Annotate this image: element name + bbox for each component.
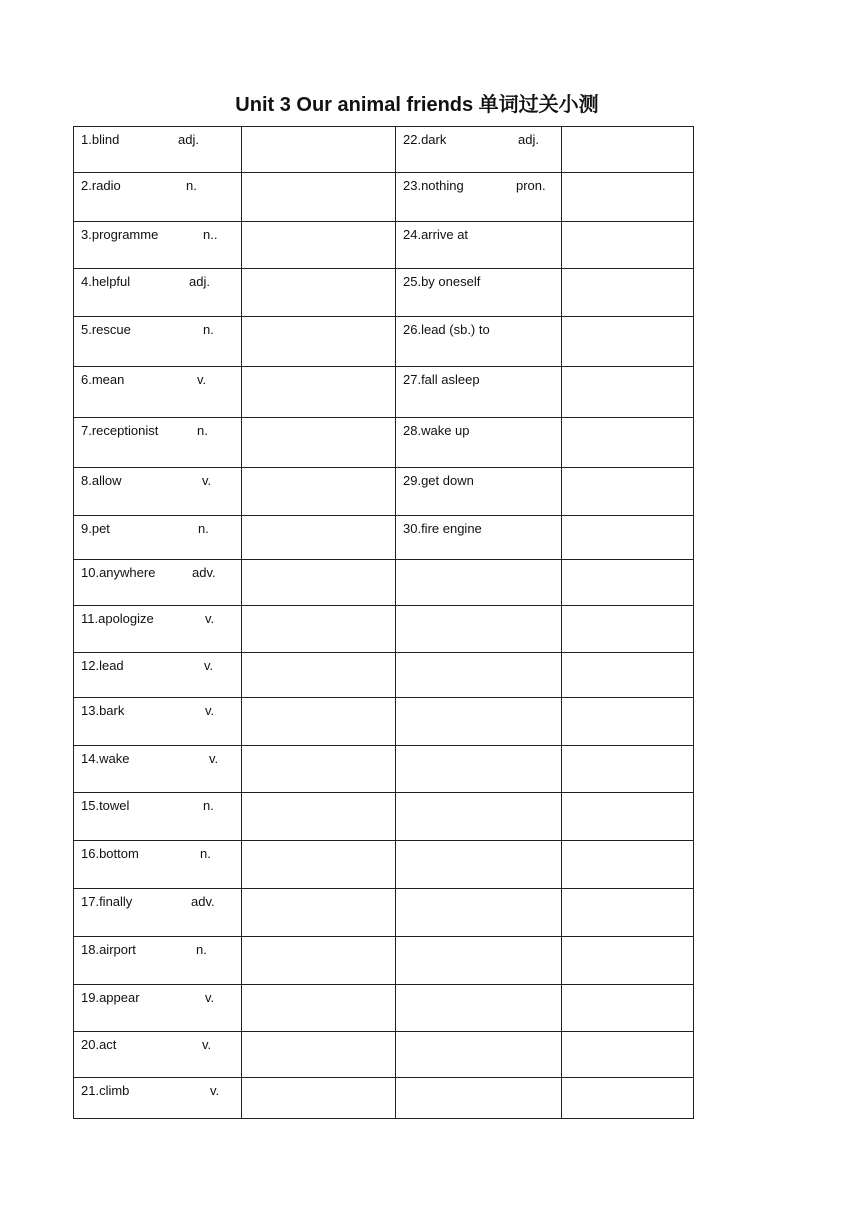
left-answer-cell[interactable] (242, 698, 396, 746)
vocab-word: 16.bottom (81, 846, 139, 861)
right-word-cell (396, 222, 562, 269)
right-answer-cell[interactable] (562, 560, 694, 606)
right-answer-cell[interactable] (562, 937, 694, 985)
left-answer-cell[interactable] (242, 468, 396, 516)
table-row (74, 468, 694, 516)
right-answer-cell[interactable] (562, 516, 694, 560)
table-row (74, 222, 694, 269)
vocab-word: 4.helpful (81, 274, 131, 289)
left-answer-cell[interactable] (242, 269, 396, 317)
left-word-cell (74, 173, 242, 222)
right-answer-cell[interactable] (562, 222, 694, 269)
right-answer-cell[interactable] (562, 468, 694, 516)
left-answer-cell[interactable] (242, 606, 396, 653)
left-answer-cell[interactable] (242, 1032, 396, 1078)
table-row (74, 793, 694, 841)
vocab-word: 21.climb (81, 1083, 130, 1098)
left-word-cell (74, 985, 242, 1032)
right-word-cell (396, 746, 562, 793)
vocab-word: 22.dark (403, 132, 447, 147)
part-of-speech: v. (205, 611, 215, 626)
table-row (74, 1032, 694, 1078)
right-answer-cell[interactable] (562, 889, 694, 937)
left-answer-cell[interactable] (242, 367, 396, 418)
left-word-cell (74, 317, 242, 367)
vocab-word: 2.radio (81, 178, 121, 193)
right-word-cell (396, 985, 562, 1032)
vocab-word: 9.pet (81, 521, 110, 536)
part-of-speech: n. (197, 423, 208, 438)
table-row (74, 367, 694, 418)
part-of-speech: adv. (192, 565, 216, 580)
vocab-word: 24.arrive at (403, 227, 469, 242)
vocab-word: 26.lead (sb.) to (403, 322, 490, 337)
part-of-speech: adj. (178, 132, 199, 147)
vocab-word: 30.fire engine (403, 521, 482, 536)
right-answer-cell[interactable] (562, 698, 694, 746)
vocab-word: 28.wake up (403, 423, 470, 438)
left-word-cell (74, 418, 242, 468)
left-answer-cell[interactable] (242, 222, 396, 269)
part-of-speech: v. (209, 751, 219, 766)
part-of-speech: pron. (516, 178, 546, 193)
right-answer-cell[interactable] (562, 317, 694, 367)
right-word-cell (396, 468, 562, 516)
right-word-cell (396, 418, 562, 468)
vocab-word: 12.lead (81, 658, 124, 673)
right-word-cell (396, 127, 562, 173)
left-word-cell (74, 653, 242, 698)
left-answer-cell[interactable] (242, 127, 396, 173)
vocab-word: 17.finally (81, 894, 133, 909)
left-word-cell (74, 468, 242, 516)
left-answer-cell[interactable] (242, 937, 396, 985)
left-answer-cell[interactable] (242, 889, 396, 937)
part-of-speech: v. (197, 372, 207, 387)
table-row (74, 653, 694, 698)
vocab-word: 25.by oneself (403, 274, 481, 289)
left-answer-cell[interactable] (242, 653, 396, 698)
vocab-word: 27.fall asleep (403, 372, 480, 387)
part-of-speech: n. (186, 178, 197, 193)
table-row (74, 889, 694, 937)
left-word-cell (74, 746, 242, 793)
right-word-cell (396, 173, 562, 222)
table-row (74, 698, 694, 746)
right-answer-cell[interactable] (562, 418, 694, 468)
right-answer-cell[interactable] (562, 173, 694, 222)
right-answer-cell[interactable] (562, 793, 694, 841)
right-answer-cell[interactable] (562, 127, 694, 173)
part-of-speech: n. (198, 521, 209, 536)
vocab-word: 3.programme (81, 227, 159, 242)
part-of-speech: adv. (191, 894, 215, 909)
table-row (74, 418, 694, 468)
table-row (74, 985, 694, 1032)
table-row (74, 317, 694, 367)
left-word-cell (74, 889, 242, 937)
right-answer-cell[interactable] (562, 1032, 694, 1078)
right-word-cell (396, 367, 562, 418)
table-row (74, 560, 694, 606)
vocab-word: 8.allow (81, 473, 122, 488)
left-answer-cell[interactable] (242, 418, 396, 468)
vocab-word: 23.nothing (403, 178, 464, 193)
page-title: Unit 3 Our animal friends 单词过关小测 (235, 94, 599, 116)
vocab-word: 29.get down (403, 473, 474, 488)
vocab-word: 15.towel (81, 798, 130, 813)
part-of-speech: n. (203, 322, 214, 337)
right-answer-cell[interactable] (562, 841, 694, 889)
right-answer-cell[interactable] (562, 653, 694, 698)
table-row (74, 841, 694, 889)
vocab-word: 19.appear (81, 990, 140, 1005)
left-answer-cell[interactable] (242, 317, 396, 367)
left-word-cell (74, 698, 242, 746)
left-word-cell (74, 841, 242, 889)
part-of-speech: n. (196, 942, 207, 957)
vocab-word: 7.receptionist (81, 423, 159, 438)
left-word-cell (74, 1078, 242, 1119)
right-answer-cell[interactable] (562, 746, 694, 793)
part-of-speech: adj. (189, 274, 210, 289)
right-word-cell (396, 1078, 562, 1119)
left-word-cell (74, 560, 242, 606)
vocab-word: 6.mean (81, 372, 125, 387)
right-answer-cell[interactable] (562, 1078, 694, 1119)
right-word-cell (396, 1032, 562, 1078)
part-of-speech: n.. (203, 227, 218, 242)
right-answer-cell[interactable] (562, 606, 694, 653)
right-word-cell (396, 606, 562, 653)
part-of-speech: v. (202, 473, 212, 488)
left-answer-cell[interactable] (242, 560, 396, 606)
vocab-word: 11.apologize (81, 611, 154, 626)
left-word-cell (74, 269, 242, 317)
part-of-speech: v. (202, 1037, 212, 1052)
right-word-cell (396, 793, 562, 841)
part-of-speech: v. (210, 1083, 220, 1098)
right-word-cell (396, 560, 562, 606)
vocab-word: 14.wake (81, 751, 130, 766)
part-of-speech: n. (200, 846, 211, 861)
part-of-speech: v. (205, 703, 215, 718)
vocab-word: 13.bark (81, 703, 125, 718)
table-row (74, 173, 694, 222)
table-row (74, 606, 694, 653)
left-word-cell (74, 606, 242, 653)
table-row (74, 1078, 694, 1119)
left-word-cell (74, 127, 242, 173)
right-answer-cell[interactable] (562, 269, 694, 317)
left-word-cell (74, 793, 242, 841)
left-word-cell (74, 516, 242, 560)
left-word-cell (74, 937, 242, 985)
part-of-speech: adj. (518, 132, 539, 147)
right-word-cell (396, 317, 562, 367)
left-answer-cell[interactable] (242, 173, 396, 222)
left-answer-cell[interactable] (242, 746, 396, 793)
vocab-word: 20.act (81, 1037, 117, 1052)
left-answer-cell[interactable] (242, 793, 396, 841)
table-row (74, 269, 694, 317)
left-answer-cell[interactable] (242, 516, 396, 560)
table-row (74, 746, 694, 793)
left-word-cell (74, 1032, 242, 1078)
vocabulary-table (73, 126, 694, 1119)
vocab-word: 5.rescue (81, 322, 131, 337)
vocab-word: 1.blind (81, 132, 120, 147)
vocab-word: 10.anywhere (81, 565, 156, 580)
left-answer-cell[interactable] (242, 985, 396, 1032)
right-word-cell (396, 937, 562, 985)
table-row (74, 127, 694, 173)
right-answer-cell[interactable] (562, 367, 694, 418)
right-word-cell (396, 841, 562, 889)
left-word-cell (74, 222, 242, 269)
right-word-cell (396, 653, 562, 698)
left-answer-cell[interactable] (242, 1078, 396, 1119)
table-row (74, 516, 694, 560)
right-word-cell (396, 698, 562, 746)
part-of-speech: n. (203, 798, 214, 813)
right-word-cell (396, 269, 562, 317)
left-word-cell (74, 367, 242, 418)
right-answer-cell[interactable] (562, 985, 694, 1032)
left-answer-cell[interactable] (242, 841, 396, 889)
right-word-cell (396, 889, 562, 937)
right-word-cell (396, 516, 562, 560)
vocab-word: 18.airport (81, 942, 136, 957)
table-row (74, 937, 694, 985)
part-of-speech: v. (204, 658, 214, 673)
part-of-speech: v. (205, 990, 215, 1005)
